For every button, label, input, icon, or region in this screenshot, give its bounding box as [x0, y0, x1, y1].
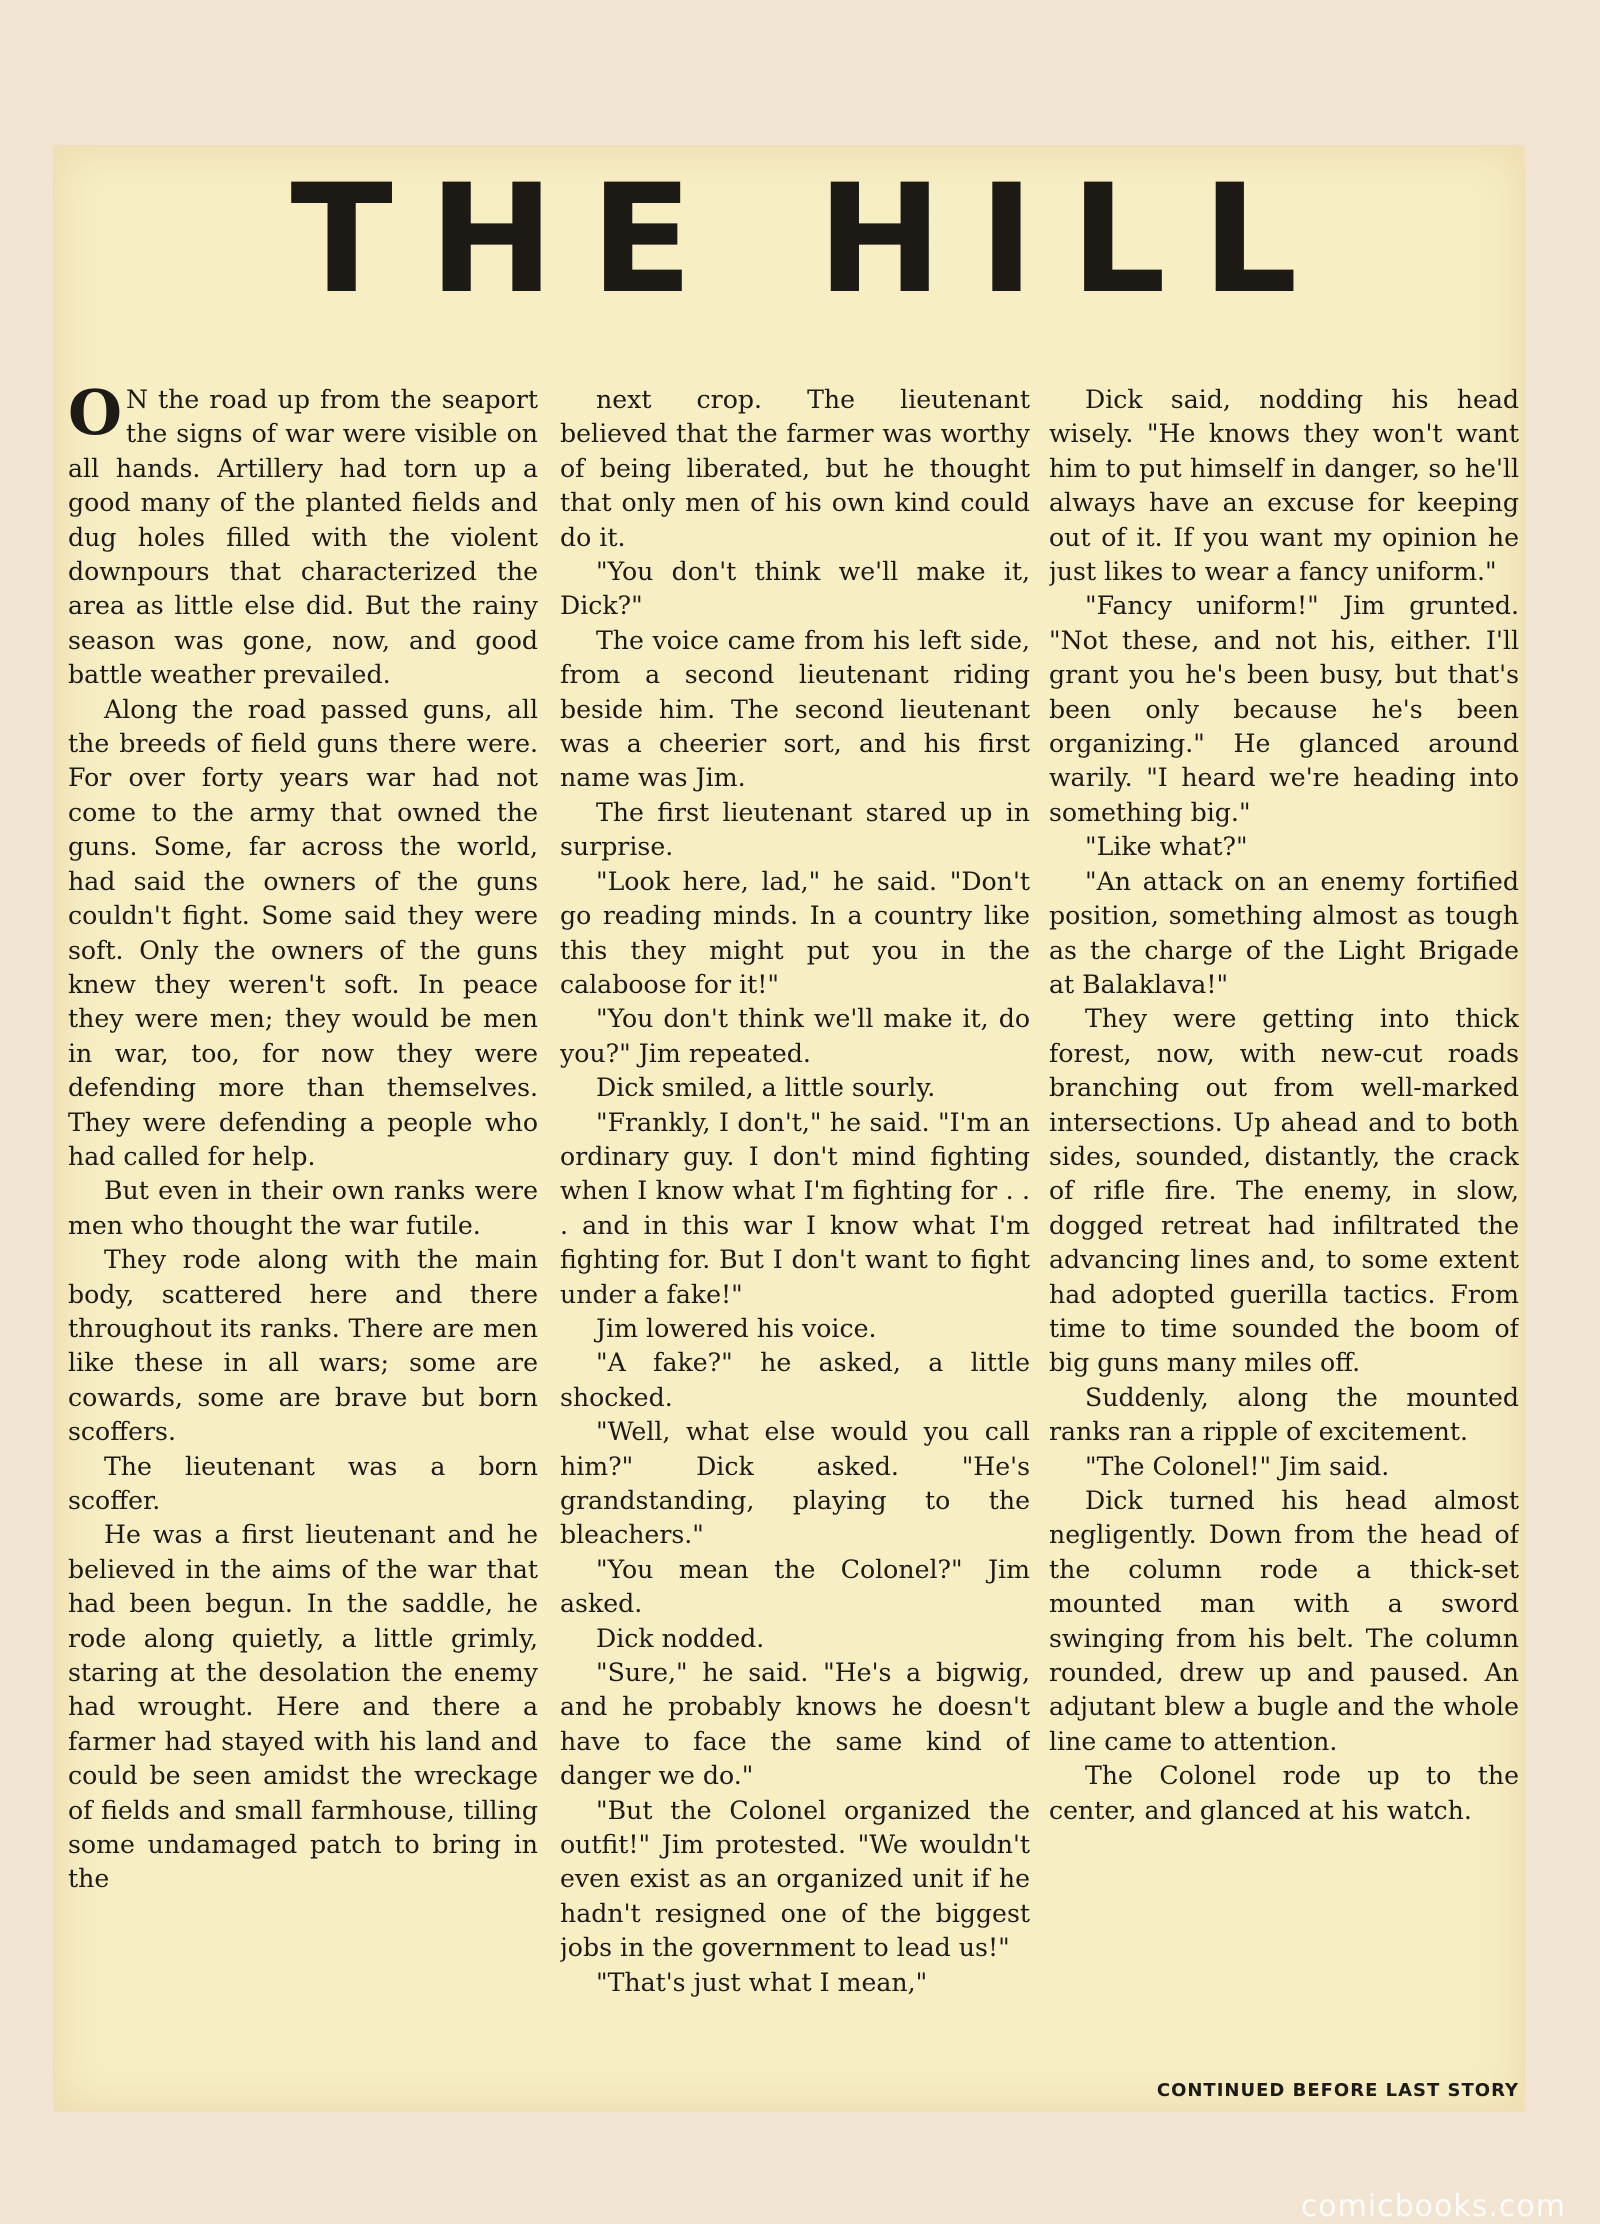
paragraph: "But the Colonel organized the outfit!" Jim protested. "We wouldn't even exist as an organized unit if he hadn't resigned one of the biggest jobs in the government to lead us!" [560, 1795, 1030, 1963]
paragraph: "Frankly, I don't," he said. "I'm an ordinary guy. I don't mind fighting when I know what I'm fighting for . . . and in this war I know what I'm fighting for. But I don't want to fight under a fake!" [560, 1107, 1030, 1309]
paragraph: But even in their own ranks were men who thought the war futile. [68, 1176, 538, 1240]
paragraph: They were getting into thick forest, now, with new-cut roads branching out from well-marked intersections. Up ahead and to both sides, sounded, distantly, the crack of rifle fire. The enemy, in slow, dogged retreat had infiltrated the advancing lines and, to some extent had adopted guerilla tactics. From time to time sounded the boom of big guns many miles off. [1049, 1004, 1519, 1378]
paragraph: The first lieutenant stared up in surprise. [560, 797, 1030, 862]
story-title: THE HILL [290, 153, 1334, 327]
paragraph: "Fancy uniform!" Jim grunted. "Not these, and not his, either. I'll grant you he's been busy, but that's been only because he's been organizing." He glanced around warily. "I heard we're heading into something big." [1049, 591, 1519, 827]
paragraph: The Colonel rode up to the center, and glanced at his watch. [1049, 1761, 1519, 1825]
paragraph: Along the road passed guns, all the breeds of field guns there were. For over forty years war had not come to the army that owned the guns. Some, far across the world, had said the owners of the guns couldn't fight. Some said they were soft. Only the owners of the guns knew they weren't soft. In peace they were men; they would be men in war, too, for now they were defending more than themselves. They were defending a people who had called for help. [68, 694, 538, 1171]
paragraph: He was a first lieutenant and he believed in the aims of the war that had been begun. In the saddle, he rode along quietly, a little grimly, staring at the desolation the enemy had wrought. Here and there a farmer had stayed with his land and could be seen amidst the wreckage of fields and small farmhouse, tilling some undamaged patch to bring in the [68, 1520, 538, 1894]
paragraph: ON the road up from the seaport the signs of war were visible on all hands. Artillery had torn up a good many of the planted fields and dug holes filled with the violent downpours that characterized the area as little else did. But the rainy season was gone, now, and good battle weather prevailed. [68, 383, 538, 690]
paragraph: They rode along with the main body, scattered here and there throughout its ranks. There are men like these in all wars; some are cowards, some are brave but born scoffers. [68, 1245, 538, 1447]
paragraph: "A fake?" he asked, a little shocked. [560, 1348, 1030, 1412]
paragraph: "Look here, lad," he said. "Don't go reading minds. In a country like this they might put you in the calaboose for it!" [560, 866, 1030, 999]
paragraph: "Sure," he said. "He's a bigwig, and he probably knows he doesn't have to face the same kind of danger we do." [560, 1658, 1030, 1791]
paragraph: next crop. The lieutenant believed that the farmer was worthy of being liberated, but he thought that only men of his own kind could do it. [560, 385, 1030, 552]
paragraph: "You don't think we'll make it, do you?" Jim repeated. [560, 1004, 1030, 1068]
continued-note: CONTINUED BEFORE LAST STORY [1156, 2080, 1519, 2101]
paragraph: Suddenly, along the mounted ranks ran a ripple of excitement. [1049, 1382, 1519, 1447]
text-column-1 [68, 383, 538, 2099]
paragraph: Dick said, nodding his head wisely. "He knows they won't want him to put himself in danger, so he'll always have an excuse for keeping out of it. If you want my opinion he just likes to wear a fancy uniform." [1049, 385, 1519, 587]
paragraph: The lieutenant was a born scoffer. [68, 1451, 538, 1515]
paragraph: "Well, what else would you call him?" Dick asked. "He's grandstanding, playing to the bleachers." [560, 1417, 1030, 1550]
paragraph: Dick smiled, a little sourly. [596, 1073, 936, 1103]
paragraph: "You don't think we'll make it, Dick?" [560, 557, 1030, 621]
paragraph: Dick turned his head almost negligently. Down from the head of the column rode a thick-set mounted man with a sword swinging from his belt. The column rounded, drew up and paused. An adjutant blew a bugle and the whole line came to attention. [1049, 1486, 1519, 1756]
paragraph: The voice came from his left side, from a second lieutenant riding beside him. The second lieutenant was a cheerier sort, and his first name was Jim. [560, 625, 1030, 793]
paragraph: "Like what?" [1085, 832, 1248, 862]
text-column-2 [560, 383, 1030, 2099]
paragraph: "You mean the Colonel?" Jim asked. [560, 1554, 1030, 1619]
paragraph: Dick nodded. [596, 1623, 765, 1653]
site-watermark: comicbooks.com [1300, 2189, 1566, 2224]
paragraph: Jim lowered his voice. [596, 1313, 877, 1343]
paragraph: "That's just what I mean," [596, 1967, 928, 1997]
paragraph: "An attack on an enemy fortified position, something almost as tough as the charge of the Light Brigade at Balaklava!" [1049, 866, 1519, 999]
text-column-3 [1049, 383, 1519, 2099]
paragraph: "The Colonel!" Jim said. [1085, 1451, 1390, 1481]
